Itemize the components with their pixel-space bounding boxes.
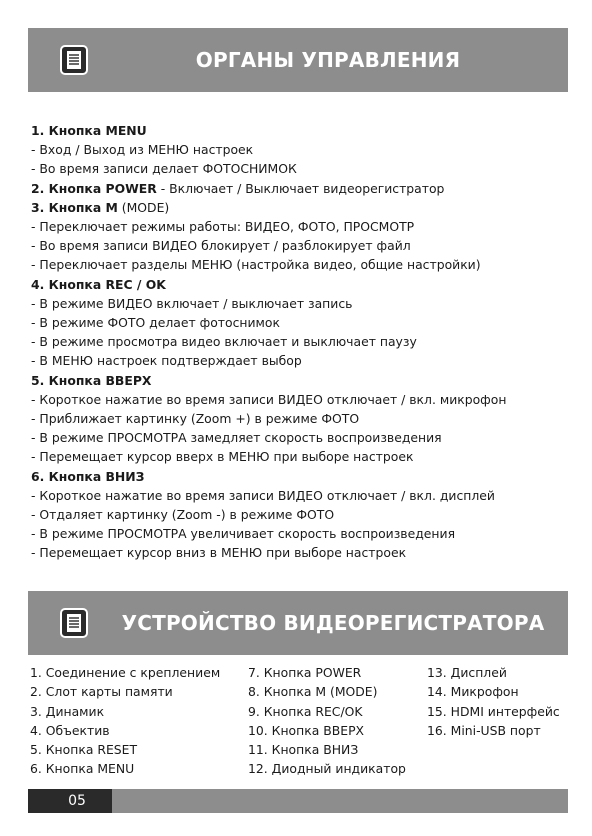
controls-line: [31, 179, 576, 198]
controls-line: - Перемещает курсор вниз в МЕНЮ при выборе настроек: [31, 545, 407, 561]
parts-list-item: 6. Кнопка MENU: [30, 761, 135, 777]
controls-line: - Переключает разделы МЕНЮ (настройка видео, общие настройки): [31, 257, 481, 273]
parts-list-item: 9. Кнопка REC/OK: [248, 703, 363, 719]
parts-list-item: 10. Кнопка ВВЕРХ: [248, 722, 365, 738]
controls-line: 1. Кнопка MENU: [31, 123, 147, 138]
parts-list-item: 8. Кнопка M (MODE): [248, 684, 378, 700]
controls-line: - Во время записи ВИДЕО блокирует / разблокирует файл: [31, 238, 411, 254]
parts-list-item: 13. Дисплей: [427, 665, 507, 680]
button-description: (MODE): [117, 199, 170, 215]
controls-line: - Короткое нажатие во время записи ВИДЕО отключает / вкл. микрофон: [31, 391, 507, 407]
section-title: ОРГАНЫ УПРАВЛЕНИЯ: [195, 48, 461, 72]
parts-list-item: 16. Mini-USB порт: [427, 722, 541, 738]
parts-list-column-1: [30, 663, 220, 779]
controls-list: [31, 121, 576, 563]
parts-list-column-2: [248, 663, 406, 779]
controls-line: [31, 198, 576, 217]
parts-list-item: 3. Динамик: [30, 703, 105, 719]
section-title: УСТРОЙСТВО ВИДЕОРЕГИСТРАТОРА: [121, 611, 545, 635]
controls-line: - В режиме ПРОСМОТРА увеличивает скорость воспроизведения: [31, 526, 456, 542]
controls-line: - В режиме ФОТО делает фотоснимок: [31, 315, 280, 331]
controls-line: - Переключает режимы работы: ВИДЕО, ФОТО, ПРОСМОТР: [31, 219, 415, 235]
controls-line: - В режиме просмотра видео включает и выключает паузу: [31, 334, 417, 350]
controls-line: - Отдаляет картинку (Zoom -) в режиме ФОТО: [31, 507, 335, 523]
parts-list-item: 5. Кнопка RESET: [30, 742, 138, 758]
parts-list-item: 14. Микрофон: [427, 684, 519, 700]
controls-line: 4. Кнопка REC / OK: [31, 276, 166, 292]
page-number: 05: [68, 793, 86, 809]
parts-list-item: 7. Кнопка POWER: [248, 665, 362, 680]
controls-line: 5. Кнопка ВВЕРХ: [31, 372, 152, 388]
section-header-controls: [28, 28, 568, 92]
controls-line: - В режиме ПРОСМОТРА замедляет скорость воспроизведения: [31, 430, 442, 446]
controls-line: 6. Кнопка ВНИЗ: [31, 468, 145, 484]
button-name: 3. Кнопка M: [31, 199, 118, 215]
controls-line: - В режиме ВИДЕО включает / выключает запись: [31, 295, 353, 311]
parts-list-item: 15. HDMI интерфейс: [427, 703, 560, 719]
button-name: 2. Кнопка POWER: [31, 180, 157, 196]
page-number-box: [28, 789, 112, 813]
controls-line: - Вход / Выход из МЕНЮ настроек: [31, 142, 254, 158]
parts-list-item: 12. Диодный индикатор: [248, 761, 406, 777]
section-header-device: [28, 591, 568, 655]
parts-list-item: 4. Объектив: [30, 722, 110, 738]
controls-line: - Во время записи делает ФОТОСНИМОК: [31, 161, 297, 177]
controls-line: - В МЕНЮ настроек подтверждает выбор: [31, 353, 302, 369]
parts-list-item: 2. Слот карты памяти: [30, 684, 173, 700]
parts-list-column-3: [427, 663, 560, 740]
controls-line: - Короткое нажатие во время записи ВИДЕО отключает / вкл. дисплей: [31, 487, 495, 503]
controls-line: - Перемещает курсор вверх в МЕНЮ при выборе настроек: [31, 449, 414, 465]
button-description: - Включает / Выключает видеорегистратор: [156, 180, 445, 196]
parts-list-item: 1. Соединение с креплением: [30, 665, 221, 680]
parts-list-item: 11. Кнопка ВНИЗ: [248, 742, 359, 758]
controls-line: - Приближает картинку (Zoom +) в режиме ФОТО: [31, 411, 360, 427]
